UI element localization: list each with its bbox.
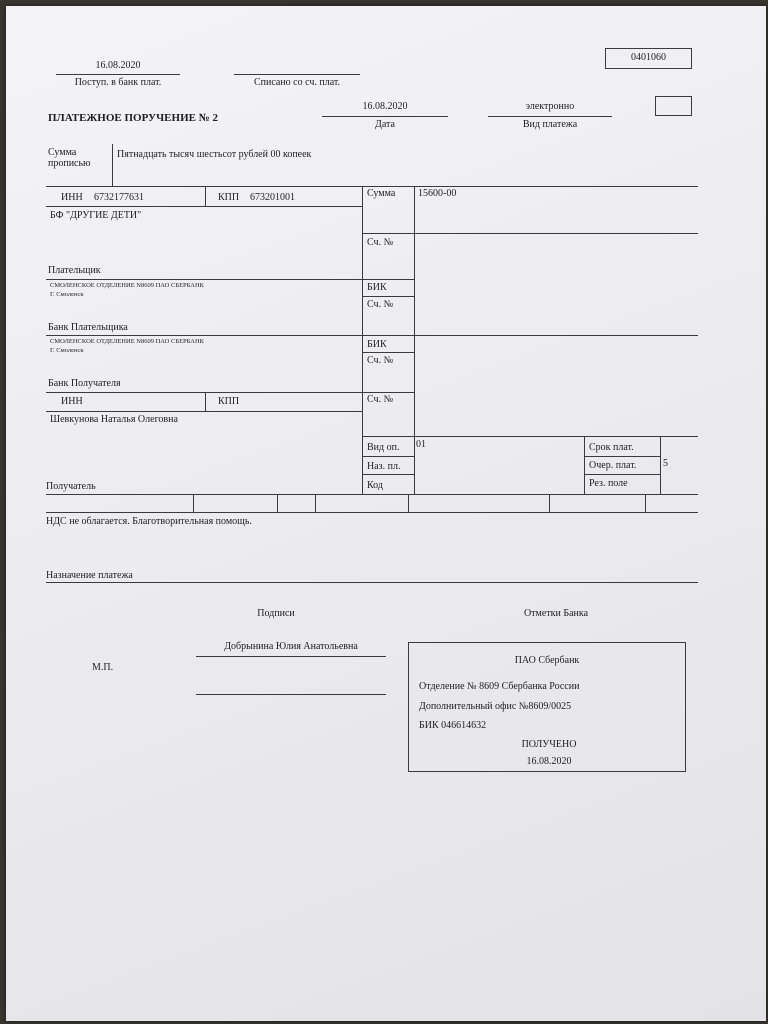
budget-cell-divider-6	[645, 494, 646, 512]
priority-value: 5	[663, 458, 668, 469]
payer-bank-bik-line	[362, 296, 414, 297]
payer-inn-label: ИНН	[61, 192, 83, 203]
payment-type-label: Вид платежа	[522, 119, 578, 130]
amount-words-label-1: Сумма	[48, 147, 77, 158]
budget-cell-divider-2	[277, 494, 278, 512]
payment-type-line	[488, 116, 612, 117]
recipient-bank-bik-line	[362, 352, 414, 353]
bank-stamp-box	[408, 642, 686, 772]
bank-stamp-line-6: 16.08.2020	[526, 756, 572, 767]
budget-cell-divider-5	[549, 494, 550, 512]
payer-row-line	[46, 279, 414, 280]
payment-type: электронно	[525, 101, 575, 112]
receipt-date-label: Поступ. в банк плат.	[74, 77, 162, 88]
form-code-box	[605, 48, 692, 69]
payment-purpose-line	[46, 582, 698, 583]
bank-stamp-line-4: БИК 046614632	[419, 720, 487, 731]
signatures-label: Подписи	[257, 608, 295, 619]
payer-bank-account-label: Сч. №	[367, 299, 394, 310]
document-date: 16.08.2020	[362, 101, 408, 112]
form-code: 0401060	[631, 52, 666, 63]
recipient-bank-account-label: Сч. №	[367, 355, 394, 366]
amount-words-divider	[112, 144, 113, 186]
recipient-bank-row-line	[46, 392, 414, 393]
payer-account-label: Сч. №	[367, 237, 394, 248]
payer-bank-bik-label: БИК	[367, 282, 387, 293]
code-label: Код	[367, 480, 383, 491]
recipient-bank-label: Банк Получателя	[48, 378, 121, 389]
recipient-bank-bik-label: БИК	[367, 339, 387, 350]
payer-bank-row-line	[46, 335, 698, 336]
recipient-bank-name-2: Г. Смоленск	[50, 347, 84, 354]
operation-top-line	[362, 436, 698, 437]
payment-purpose-text: НДС не облагается. Благотворительная помощь.	[46, 516, 252, 527]
signature-line-2	[196, 694, 386, 695]
reserved-label: Рез. поле	[589, 478, 628, 489]
amount-row-line	[362, 233, 698, 234]
recipient-inn-row-line	[46, 411, 362, 412]
budget-cell-divider-4	[408, 494, 409, 512]
recipient-inn-kpp-divider	[205, 392, 206, 411]
payer-bank-name-2: Г. Смоленск	[50, 291, 84, 298]
recipient-bank-name-1: СМОЛЕНСКОЕ ОТДЕЛЕНИЕ N8609 ПАО СБЕРБАНК	[50, 338, 205, 345]
payer-kpp-value: 673201001	[250, 192, 295, 203]
table-top-line	[46, 186, 698, 187]
priority-label: Очер. плат.	[589, 460, 637, 471]
op-type-value: 01	[416, 439, 426, 450]
payer-bank-name-1: СМОЛЕНСКОЕ ОТДЕЛЕНИЕ N8609 ПАО СБЕРБАНК	[50, 282, 205, 289]
document-date-line	[322, 116, 448, 117]
receipt-date-line	[56, 74, 180, 75]
recipient-kpp-label: КПП	[218, 396, 240, 407]
bank-stamp-line-2: Отделение № 8609 Сбербанка России	[419, 681, 580, 692]
signer-name: Добрынина Юлия Анатольевна	[224, 641, 358, 652]
budget-cell-divider-1	[193, 494, 194, 512]
amount-words-value: Пятнадцать тысяч шестьсот рублей 00 копеек	[117, 149, 312, 160]
budget-row-top-line	[46, 494, 698, 495]
operation-mid-divider	[584, 436, 585, 494]
bank-stamp-line-5: ПОЛУЧЕНО	[521, 739, 577, 750]
due-date-label: Срок плат.	[589, 442, 634, 453]
op-type-row-line	[362, 456, 414, 457]
payer-inn-kpp-divider	[205, 186, 206, 206]
document-date-label: Дата	[375, 119, 395, 130]
bank-marks-label: Отметки Банка	[523, 608, 589, 619]
debit-date-line	[234, 74, 360, 75]
bank-stamp-line-1: ПАО Сбербанк	[514, 655, 580, 666]
priority-row-line	[584, 474, 660, 475]
signature-line-1	[196, 656, 386, 657]
operation-right-divider	[660, 436, 661, 494]
payer-kpp-label: КПП	[218, 192, 240, 203]
amount-words-label-2: прописью	[48, 158, 91, 169]
amount-value: 15600-00	[418, 188, 457, 199]
recipient-label: Получатель	[46, 481, 96, 492]
payer-name: БФ "ДРУГИЕ ДЕТИ"	[50, 210, 142, 221]
payer-inn-value: 6732177631	[94, 192, 144, 203]
budget-cell-divider-3	[315, 494, 316, 512]
op-type-label: Вид оп.	[367, 442, 400, 453]
bank-stamp-line-3: Дополнительный офис №8609/0025	[419, 701, 572, 712]
recipient-name: Шевкунова Наталья Олеговна	[50, 414, 178, 425]
stamp-place: М.П.	[92, 662, 114, 673]
payment-type-code-box	[655, 96, 692, 116]
debit-date-label: Списано со сч. плат.	[253, 77, 341, 88]
document-title: ПЛАТЕЖНОЕ ПОРУЧЕНИЕ № 2	[48, 112, 219, 124]
amount-label: Сумма	[367, 188, 396, 199]
payer-bank-label: Банк Плательщика	[48, 322, 128, 333]
receipt-date: 16.08.2020	[95, 60, 141, 71]
recipient-inn-label: ИНН	[61, 396, 83, 407]
recipient-account-label: Сч. №	[367, 394, 394, 405]
budget-row-bottom-line	[46, 512, 698, 513]
payer-label: Плательщик	[48, 265, 101, 276]
purpose-code-row-line	[362, 474, 414, 475]
payment-purpose-label: Назначение платежа	[46, 570, 133, 581]
payment-order-sheet	[6, 6, 766, 1021]
payer-inn-row-line	[46, 206, 362, 207]
due-date-row-line	[584, 456, 660, 457]
purpose-code-label: Наз. пл.	[367, 461, 401, 472]
